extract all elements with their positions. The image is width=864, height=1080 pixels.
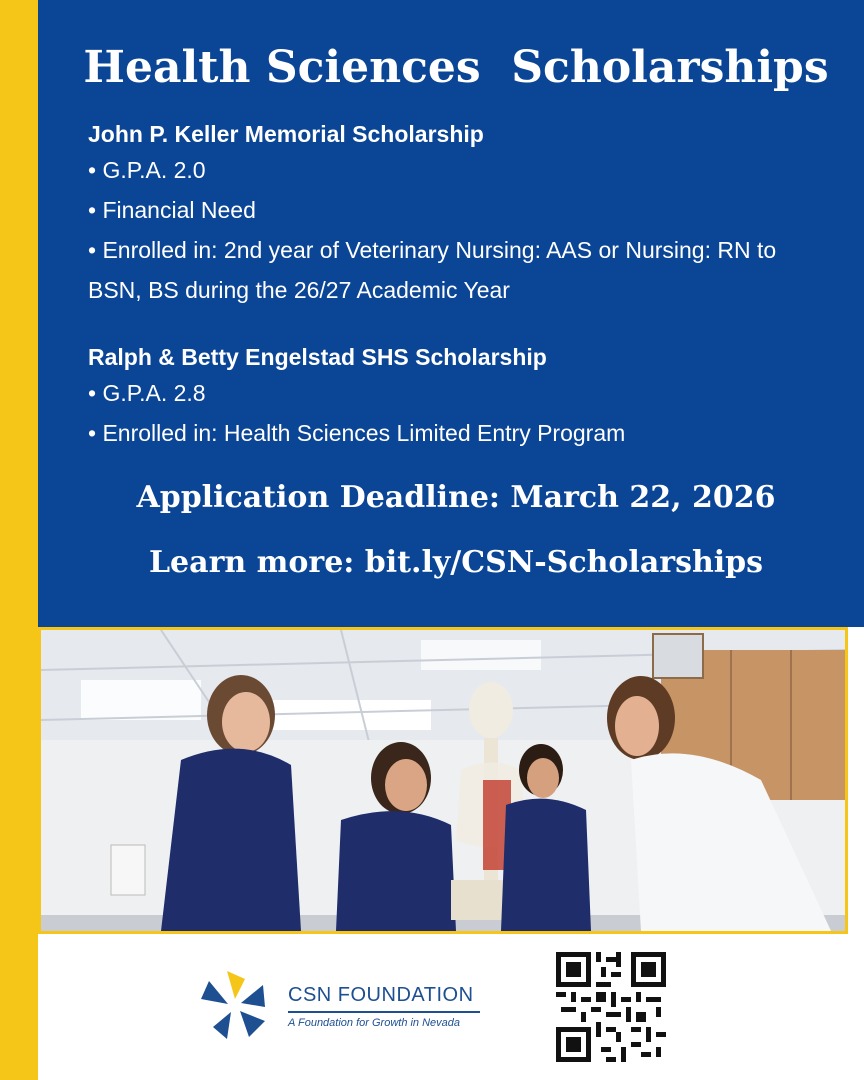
students-photo bbox=[38, 627, 848, 934]
csn-foundation-logo-icon bbox=[198, 968, 272, 1047]
scholarship-1-need: • Financial Need bbox=[88, 197, 256, 223]
scholarship-2-enrollment: • Enrolled in: Health Sciences Limited Entry Program bbox=[88, 420, 626, 446]
scholarship-1-name: John P. Keller Memorial Scholarship bbox=[88, 121, 484, 147]
logo-divider bbox=[288, 1011, 480, 1013]
scholarship-2-gpa: • G.P.A. 2.8 bbox=[88, 380, 206, 406]
page-title: Health Sciences Scholarships bbox=[83, 42, 829, 93]
scholarship-2-name: Ralph & Betty Engelstad SHS Scholarship bbox=[88, 344, 547, 370]
footer bbox=[38, 934, 864, 1080]
foundation-tagline: A Foundation for Growth in Nevada bbox=[288, 1017, 461, 1029]
scholarship-2 bbox=[88, 341, 625, 453]
scholarship-1 bbox=[88, 118, 828, 310]
scholarship-1-gpa: • G.P.A. 2.0 bbox=[88, 157, 206, 183]
csn-foundation-wordmark bbox=[288, 984, 480, 1029]
qr-code-icon[interactable] bbox=[556, 952, 666, 1067]
header-panel bbox=[38, 0, 864, 627]
application-deadline: Application Deadline: March 22, 2026 bbox=[136, 480, 776, 515]
scholarship-1-enrollment: • Enrolled in: 2nd year of Veterinary Nursing: AAS or Nursing: RN to BSN, BS during the 26/27 Academic Year bbox=[88, 237, 777, 303]
learn-more-link[interactable]: Learn more: bit.ly/CSN-Scholarships bbox=[148, 545, 764, 580]
left-accent-bar bbox=[0, 0, 38, 1080]
foundation-name: CSN FOUNDATION bbox=[288, 984, 474, 1006]
